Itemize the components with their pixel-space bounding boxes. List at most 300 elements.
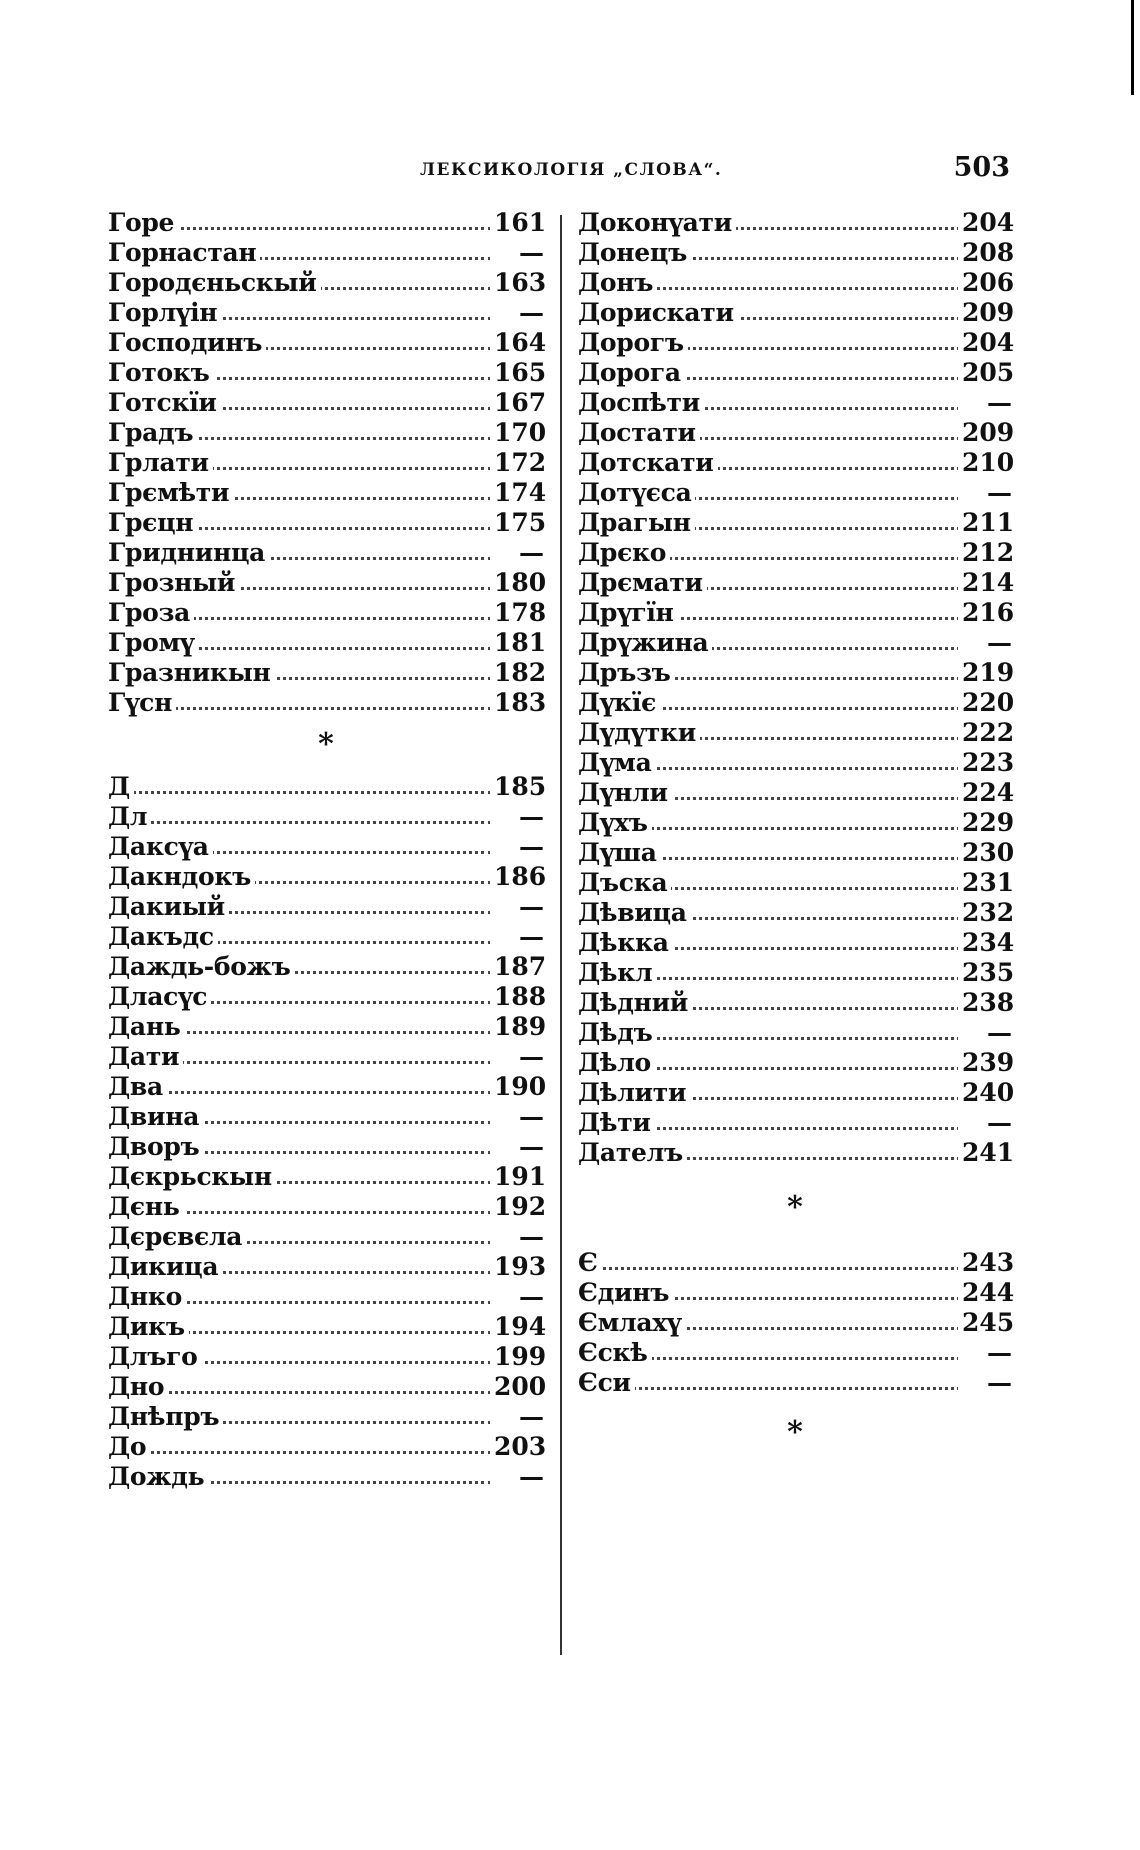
entry-word-wrap	[108, 478, 233, 508]
entry-word: Єдинъ	[578, 1278, 673, 1307]
index-entry	[578, 1278, 1015, 1308]
entry-word: Дєнь	[108, 1192, 184, 1221]
index-entry	[578, 538, 1015, 568]
index-entry	[108, 1282, 544, 1312]
entry-word-wrap	[108, 1402, 223, 1432]
entry-word: Дрєко	[578, 538, 670, 567]
entry-page-number: 220	[958, 688, 1012, 718]
index-column-right	[578, 208, 1015, 1468]
section-separator: *	[318, 727, 334, 762]
entry-word: Єси	[578, 1368, 635, 1397]
entry-page-number: —	[490, 538, 544, 568]
entry-word: Доспѣти	[578, 388, 704, 417]
index-entry	[108, 388, 547, 418]
entry-word: Дорискати	[578, 298, 738, 327]
index-entry	[108, 1192, 547, 1222]
entry-page-number: 209	[958, 298, 1012, 328]
index-entry	[578, 778, 1015, 808]
entry-word-wrap	[578, 508, 695, 538]
entry-word-wrap	[108, 628, 198, 658]
index-entry	[108, 568, 547, 598]
entry-page-number: 240	[958, 1078, 1012, 1108]
entry-word: Дѣвица	[578, 898, 691, 927]
index-entry	[108, 1012, 547, 1042]
entry-word-wrap	[108, 922, 218, 952]
index-entry	[578, 688, 1015, 718]
entry-page-number: —	[958, 1108, 1012, 1138]
entry-word-wrap	[578, 958, 656, 988]
index-entry	[108, 862, 547, 892]
entry-word-wrap	[578, 1338, 652, 1368]
entry-word: Градъ	[108, 418, 197, 447]
entry-word: Дѣлити	[578, 1078, 690, 1107]
entry-word-wrap	[578, 1308, 685, 1338]
index-entry	[108, 208, 547, 238]
index-entry	[108, 328, 547, 358]
entry-page-number: 230	[958, 838, 1012, 868]
entry-page-number: 206	[958, 268, 1012, 298]
index-entry	[578, 568, 1015, 598]
entry-word-wrap	[108, 1102, 203, 1132]
entry-word-wrap	[108, 598, 194, 628]
entry-word: Ємлахү	[578, 1308, 685, 1337]
entry-page-number: —	[490, 922, 544, 952]
entry-word-wrap	[108, 952, 294, 982]
entry-word: Длъго	[108, 1342, 202, 1371]
entry-word: До	[108, 1432, 150, 1461]
entry-word: Дѣти	[578, 1108, 655, 1137]
entry-page-number: 238	[958, 988, 1012, 1018]
entry-word: Дүдүтки	[578, 718, 700, 747]
index-entry	[578, 628, 1012, 658]
index-entry	[108, 1462, 544, 1492]
index-entry	[578, 868, 1015, 898]
entry-page-number: —	[490, 832, 544, 862]
entry-word: Грємѣти	[108, 478, 233, 507]
dot-leader	[578, 1267, 960, 1270]
entry-word-wrap	[108, 1252, 222, 1282]
entry-word-wrap	[108, 328, 266, 358]
entry-word: Днко	[108, 1282, 186, 1311]
entry-page-number: 199	[490, 1342, 544, 1372]
entry-word-wrap	[108, 1042, 183, 1072]
entry-page-number: 239	[958, 1048, 1012, 1078]
index-entry	[578, 328, 1015, 358]
entry-word: Дръзъ	[578, 658, 675, 687]
entry-word-wrap	[578, 778, 672, 808]
index-entry	[578, 718, 1015, 748]
index-entry	[578, 1108, 1012, 1138]
index-entry	[578, 1048, 1015, 1078]
entry-word-wrap	[108, 1462, 208, 1492]
entry-page-number: 186	[490, 862, 544, 892]
index-entry	[578, 928, 1015, 958]
entry-word: Дѣдъ	[578, 1018, 656, 1047]
index-column-left	[108, 208, 547, 1492]
index-entry	[108, 628, 547, 658]
index-entry	[578, 988, 1015, 1018]
entry-word: Даксүа	[108, 832, 213, 861]
entry-page-number: —	[958, 478, 1012, 508]
entry-word-wrap	[108, 1372, 168, 1402]
index-entry	[108, 772, 547, 802]
entry-page-number: 209	[958, 418, 1012, 448]
entry-word-wrap	[108, 1132, 203, 1162]
entry-page-number: 175	[490, 508, 544, 538]
index-entry	[108, 1072, 547, 1102]
entry-word-wrap	[578, 598, 678, 628]
entry-page-number: 174	[490, 478, 544, 508]
entry-page-number: —	[490, 298, 544, 328]
entry-word-wrap	[578, 418, 700, 448]
index-entry	[578, 388, 1012, 418]
index-entry	[578, 268, 1015, 298]
left-entries-d	[108, 772, 547, 1492]
entry-word-wrap	[108, 538, 269, 568]
index-entry	[108, 1432, 547, 1462]
entry-page-number: 244	[958, 1278, 1012, 1308]
entry-word: Дєкрьскын	[108, 1162, 276, 1191]
entry-word-wrap	[578, 268, 657, 298]
entry-page-number: 183	[490, 688, 544, 718]
entry-word-wrap	[108, 1312, 189, 1342]
entry-word: Гроза	[108, 598, 194, 627]
entry-page-number: 178	[490, 598, 544, 628]
entry-word-wrap	[108, 508, 197, 538]
entry-word-wrap	[578, 298, 738, 328]
entry-word-wrap	[578, 1138, 687, 1168]
entry-word-wrap	[108, 1342, 202, 1372]
entry-page-number: 212	[958, 538, 1012, 568]
entry-word-wrap	[578, 1108, 655, 1138]
entry-word-wrap	[578, 538, 670, 568]
entry-page-number: —	[490, 1222, 544, 1252]
entry-word: Громү	[108, 628, 198, 657]
page-header	[100, 152, 1010, 192]
entry-word: Дѣдний	[578, 988, 692, 1017]
index-entry	[108, 1222, 544, 1252]
entry-word: Дєрєвєла	[108, 1222, 246, 1251]
index-entry	[108, 922, 544, 952]
entry-word: Дорогъ	[578, 328, 688, 357]
entry-page-number: 191	[490, 1162, 544, 1192]
index-entry	[578, 448, 1015, 478]
entry-word: Гриднинца	[108, 538, 269, 567]
index-entry	[108, 892, 544, 922]
entry-word: Дласүс	[108, 982, 211, 1011]
index-entry	[108, 268, 547, 298]
index-entry	[578, 958, 1015, 988]
entry-page-number: 167	[490, 388, 544, 418]
index-entry	[108, 1132, 544, 1162]
entry-page-number: 189	[490, 1012, 544, 1042]
entry-page-number: —	[958, 1018, 1012, 1048]
entry-page-number: 241	[958, 1138, 1012, 1168]
entry-word-wrap	[108, 1012, 185, 1042]
index-entry	[578, 808, 1015, 838]
entry-word: Готскїи	[108, 388, 221, 417]
entry-word: Дѣкка	[578, 928, 673, 957]
entry-word-wrap	[108, 658, 274, 688]
entry-word: Гүсн	[108, 688, 176, 717]
entry-page-number: 185	[490, 772, 544, 802]
entry-word-wrap	[578, 1248, 602, 1278]
index-entry	[108, 1342, 547, 1372]
index-entry	[578, 658, 1015, 688]
entry-word-wrap	[578, 1018, 656, 1048]
index-entry	[578, 1368, 1012, 1398]
entry-word-wrap	[578, 568, 707, 598]
entry-word: Дүнли	[578, 778, 672, 807]
entry-page-number: 163	[490, 268, 544, 298]
index-entry	[578, 898, 1015, 928]
entry-word: Дъска	[578, 868, 671, 897]
right-entries-e	[578, 1248, 1015, 1398]
entry-word-wrap	[108, 1222, 246, 1252]
index-entry	[108, 1102, 544, 1132]
entry-word-wrap	[578, 1368, 635, 1398]
entry-page-number: 204	[958, 208, 1012, 238]
entry-word: Дѣкл	[578, 958, 656, 987]
entry-word: Готокъ	[108, 358, 214, 387]
entry-page-number: 245	[958, 1308, 1012, 1338]
entry-word: Дакъдс	[108, 922, 218, 951]
entry-word-wrap	[108, 388, 221, 418]
entry-page-number: 181	[490, 628, 544, 658]
entry-page-number: 234	[958, 928, 1012, 958]
index-entry	[578, 1308, 1015, 1338]
entry-word-wrap	[108, 298, 221, 328]
entry-word: Два	[108, 1072, 167, 1101]
entry-page-number: —	[490, 1102, 544, 1132]
entry-page-number: —	[958, 1338, 1012, 1368]
entry-word: Господинъ	[108, 328, 266, 357]
entry-page-number: 194	[490, 1312, 544, 1342]
index-entry	[108, 832, 544, 862]
entry-page-number: 180	[490, 568, 544, 598]
entry-page-number: —	[490, 1402, 544, 1432]
entry-word: Дотскати	[578, 448, 718, 477]
entry-page-number: 182	[490, 658, 544, 688]
section-separator: *	[787, 1190, 803, 1225]
entry-page-number: 243	[958, 1248, 1012, 1278]
index-entry	[108, 538, 544, 568]
index-entry	[578, 838, 1015, 868]
entry-word-wrap	[108, 802, 151, 832]
entry-page-number: 216	[958, 598, 1012, 628]
index-entry	[578, 238, 1015, 268]
index-entry	[578, 598, 1015, 628]
entry-word: Доконүати	[578, 208, 736, 237]
entry-word: Д	[108, 772, 134, 801]
entry-word-wrap	[578, 688, 660, 718]
entry-word-wrap	[578, 448, 718, 478]
index-entry	[108, 478, 547, 508]
entry-word: Горе	[108, 208, 178, 237]
entry-word-wrap	[578, 658, 675, 688]
index-entry	[578, 298, 1015, 328]
index-entry	[108, 658, 547, 688]
entry-word: Дателъ	[578, 1138, 687, 1167]
index-entry	[108, 982, 547, 1012]
entry-word-wrap	[108, 772, 134, 802]
entry-word-wrap	[578, 1078, 690, 1108]
dot-leader	[108, 821, 492, 824]
entry-word: Гразникын	[108, 658, 274, 687]
entry-word: Дорога	[578, 358, 685, 387]
entry-page-number: 204	[958, 328, 1012, 358]
entry-word: Даждь-божъ	[108, 952, 294, 981]
entry-word: Горнастан	[108, 238, 260, 267]
entry-word: Достати	[578, 418, 700, 447]
entry-word-wrap	[108, 1162, 276, 1192]
entry-page-number: 232	[958, 898, 1012, 928]
entry-page-number: 200	[490, 1372, 544, 1402]
index-entry	[108, 802, 544, 832]
entry-page-number: —	[490, 1132, 544, 1162]
page-number: 503	[953, 152, 1010, 183]
entry-page-number: 223	[958, 748, 1012, 778]
index-entry	[108, 1162, 547, 1192]
entry-word-wrap	[108, 688, 176, 718]
index-entry	[578, 1018, 1012, 1048]
entry-word-wrap	[578, 328, 688, 358]
index-entry	[578, 1078, 1015, 1108]
entry-word: Грєцн	[108, 508, 197, 537]
entry-word-wrap	[108, 1432, 150, 1462]
index-entry	[108, 238, 544, 268]
index-entry	[578, 358, 1015, 388]
entry-page-number: 210	[958, 448, 1012, 478]
entry-word: Дрємати	[578, 568, 707, 597]
entry-word: Дань	[108, 1012, 185, 1041]
entry-page-number: 203	[490, 1432, 544, 1462]
entry-word-wrap	[578, 388, 704, 418]
index-entry	[108, 448, 547, 478]
index-entry	[578, 478, 1012, 508]
entry-page-number: —	[958, 388, 1012, 418]
entry-page-number: 211	[958, 508, 1012, 538]
entry-page-number: 205	[958, 358, 1012, 388]
entry-word: Дүша	[578, 838, 661, 867]
entry-page-number: —	[490, 238, 544, 268]
entry-word-wrap	[578, 358, 685, 388]
entry-word-wrap	[578, 808, 652, 838]
index-entry	[578, 208, 1015, 238]
entry-word-wrap	[108, 418, 197, 448]
index-entry	[108, 418, 547, 448]
entry-word: Дүкїє	[578, 688, 660, 717]
entry-word-wrap	[578, 988, 692, 1018]
entry-word: Дакндокъ	[108, 862, 255, 891]
running-head: ЛЕКСИКОЛОГІЯ „СЛОВА“.	[420, 160, 723, 180]
entry-page-number: 229	[958, 808, 1012, 838]
entry-word-wrap	[108, 238, 260, 268]
entry-word: Горлүін	[108, 298, 221, 327]
entry-page-number: 208	[958, 238, 1012, 268]
entry-word: Є	[578, 1248, 602, 1277]
entry-page-number: 164	[490, 328, 544, 358]
entry-word: Дати	[108, 1042, 183, 1071]
entry-word: Дл	[108, 802, 151, 831]
entry-page-number: —	[958, 628, 1012, 658]
entry-word-wrap	[578, 238, 691, 268]
entry-page-number: —	[490, 1282, 544, 1312]
entry-page-number: 192	[490, 1192, 544, 1222]
entry-page-number: —	[490, 892, 544, 922]
entry-word-wrap	[108, 1192, 184, 1222]
entry-word-wrap	[578, 718, 700, 748]
index-entry	[108, 1372, 547, 1402]
index-entry	[578, 1248, 1015, 1278]
entry-word-wrap	[108, 208, 178, 238]
entry-word-wrap	[578, 898, 691, 928]
entry-word-wrap	[578, 478, 695, 508]
entry-word-wrap	[108, 358, 214, 388]
entry-word: Дүхъ	[578, 808, 652, 837]
index-entry	[578, 1138, 1015, 1168]
entry-word: Донецъ	[578, 238, 691, 267]
index-entry	[108, 358, 547, 388]
right-entries-d	[578, 208, 1015, 1168]
index-entry	[108, 952, 547, 982]
entry-page-number: 161	[490, 208, 544, 238]
entry-word: Дно	[108, 1372, 168, 1401]
entry-page-number: 190	[490, 1072, 544, 1102]
entry-word: Дикъ	[108, 1312, 189, 1341]
entry-page-number: 235	[958, 958, 1012, 988]
dot-leader	[108, 791, 492, 794]
entry-word: Дѣло	[578, 1048, 655, 1077]
entry-word-wrap	[108, 268, 321, 298]
entry-word-wrap	[578, 1048, 655, 1078]
entry-page-number: 193	[490, 1252, 544, 1282]
index-entry	[578, 508, 1015, 538]
index-entry	[108, 1402, 544, 1432]
entry-page-number: —	[490, 802, 544, 832]
index-entry	[108, 1312, 547, 1342]
entry-page-number: 224	[958, 778, 1012, 808]
entry-word: Днѣпръ	[108, 1402, 223, 1431]
index-entry	[578, 1338, 1012, 1368]
entry-page-number: —	[490, 1462, 544, 1492]
entry-word-wrap	[108, 892, 229, 922]
entry-page-number: —	[490, 1042, 544, 1072]
entry-word: Грлати	[108, 448, 213, 477]
left-entries-g	[108, 208, 547, 718]
entry-word-wrap	[578, 208, 736, 238]
entry-word-wrap	[578, 628, 712, 658]
entry-word-wrap	[108, 862, 255, 892]
index-entry	[108, 1042, 544, 1072]
entry-page-number: 170	[490, 418, 544, 448]
entry-page-number: 231	[958, 868, 1012, 898]
entry-word: Драгын	[578, 508, 695, 537]
entry-word: Дождь	[108, 1462, 208, 1491]
entry-word: Грозный	[108, 568, 239, 597]
entry-word-wrap	[108, 568, 239, 598]
index-entry	[578, 418, 1015, 448]
entry-page-number: 187	[490, 952, 544, 982]
index-entry	[108, 598, 547, 628]
index-entry	[108, 298, 544, 328]
entry-page-number: —	[958, 1368, 1012, 1398]
entry-word-wrap	[108, 1072, 167, 1102]
index-entry	[578, 748, 1015, 778]
entry-word: Дакиый	[108, 892, 229, 921]
entry-word: Дикица	[108, 1252, 222, 1281]
dot-leader	[578, 1387, 960, 1390]
